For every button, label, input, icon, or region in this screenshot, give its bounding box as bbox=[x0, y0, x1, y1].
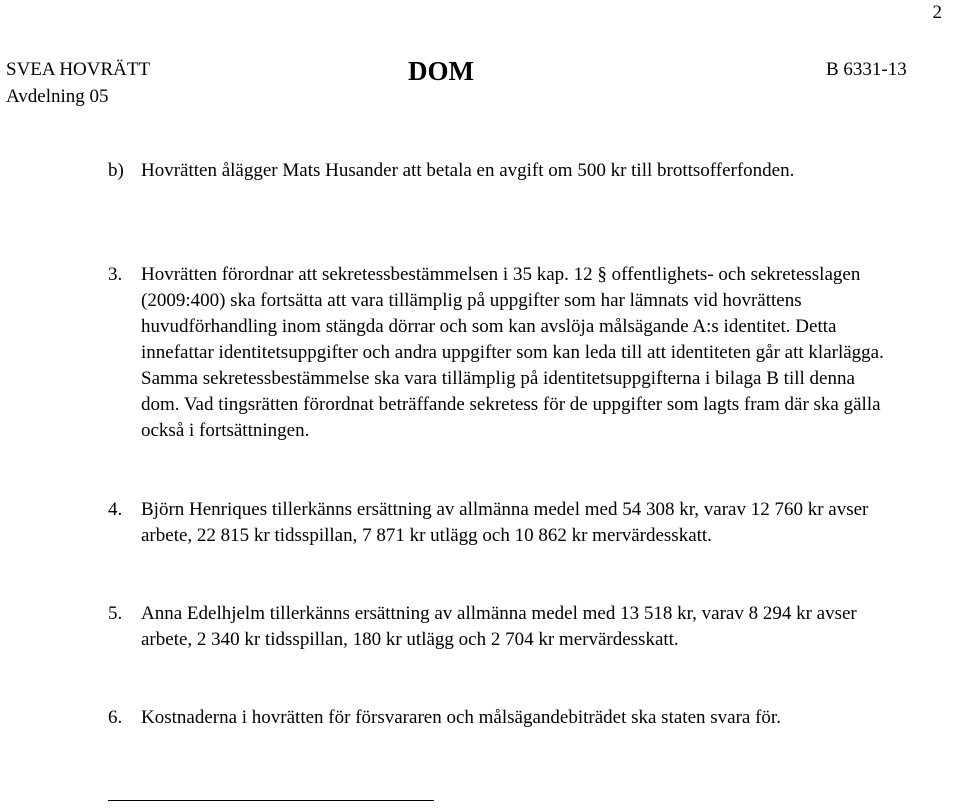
page-number: 2 bbox=[932, 2, 942, 23]
ruling-item-4 bbox=[108, 497, 898, 549]
document-type-title: DOM bbox=[408, 56, 474, 86]
header-court-block bbox=[6, 56, 150, 110]
ruling-item-5 bbox=[108, 601, 898, 653]
ruling-item-6 bbox=[108, 705, 898, 731]
item-text: Hovrätten ålägger Mats Husander att betala en avgift om 500 kr till brottsofferfonden. bbox=[141, 160, 795, 181]
item-marker: 6. bbox=[108, 707, 123, 728]
item-marker: 3. bbox=[108, 264, 123, 285]
item-text: Anna Edelhjelm tillerkänns ersättning av allmänna medel med 13 518 kr, varav 8 294 kr avser arbete, 2 340 kr tidsspillan, 180 kr utlägg och 2 704 kr mervärdesskatt. bbox=[141, 603, 857, 650]
case-number: B 6331-13 bbox=[826, 59, 907, 80]
division-name: Avdelning 05 bbox=[6, 86, 109, 107]
signature-line bbox=[108, 800, 434, 801]
ruling-item-b bbox=[108, 158, 898, 184]
item-text: Kostnaderna i hovrätten för försvararen och målsägandebiträdet ska staten svara för. bbox=[141, 707, 781, 728]
item-marker: b) bbox=[108, 160, 124, 181]
item-marker: 4. bbox=[108, 499, 123, 520]
item-marker: 5. bbox=[108, 603, 123, 624]
court-name: SVEA HOVRÄTT bbox=[6, 59, 151, 80]
item-text: Hovrätten förordnar att sekretessbestämmelsen i 35 kap. 12 § offentlighets- och sekretesslagen (2009:400) ska fortsätta att vara tillämplig på uppgifter som har lämnats vid hovrättens huvudförhandling inom stängda dörrar och som kan avslöja målsägande A:s identitet. Detta innefattar identitetsuppgifter och andra uppgifter som kan leda till att identiteten går att klarlägga. Samma sekretessbestämmelse ska vara tillämplig på identitetsuppgifterna i bilaga B till denna dom. Vad tingsrätten förordnat beträffande sekretess för de uppgifter som lagts fram där ska gälla också i fortsättningen. bbox=[141, 264, 884, 441]
item-text: Björn Henriques tillerkänns ersättning av allmänna medel med 54 308 kr, varav 12 760 kr avser arbete, 22 815 kr tidsspillan, 7 871 kr utlägg och 10 862 kr mervärdesskatt. bbox=[141, 499, 869, 546]
ruling-item-3 bbox=[108, 262, 898, 444]
